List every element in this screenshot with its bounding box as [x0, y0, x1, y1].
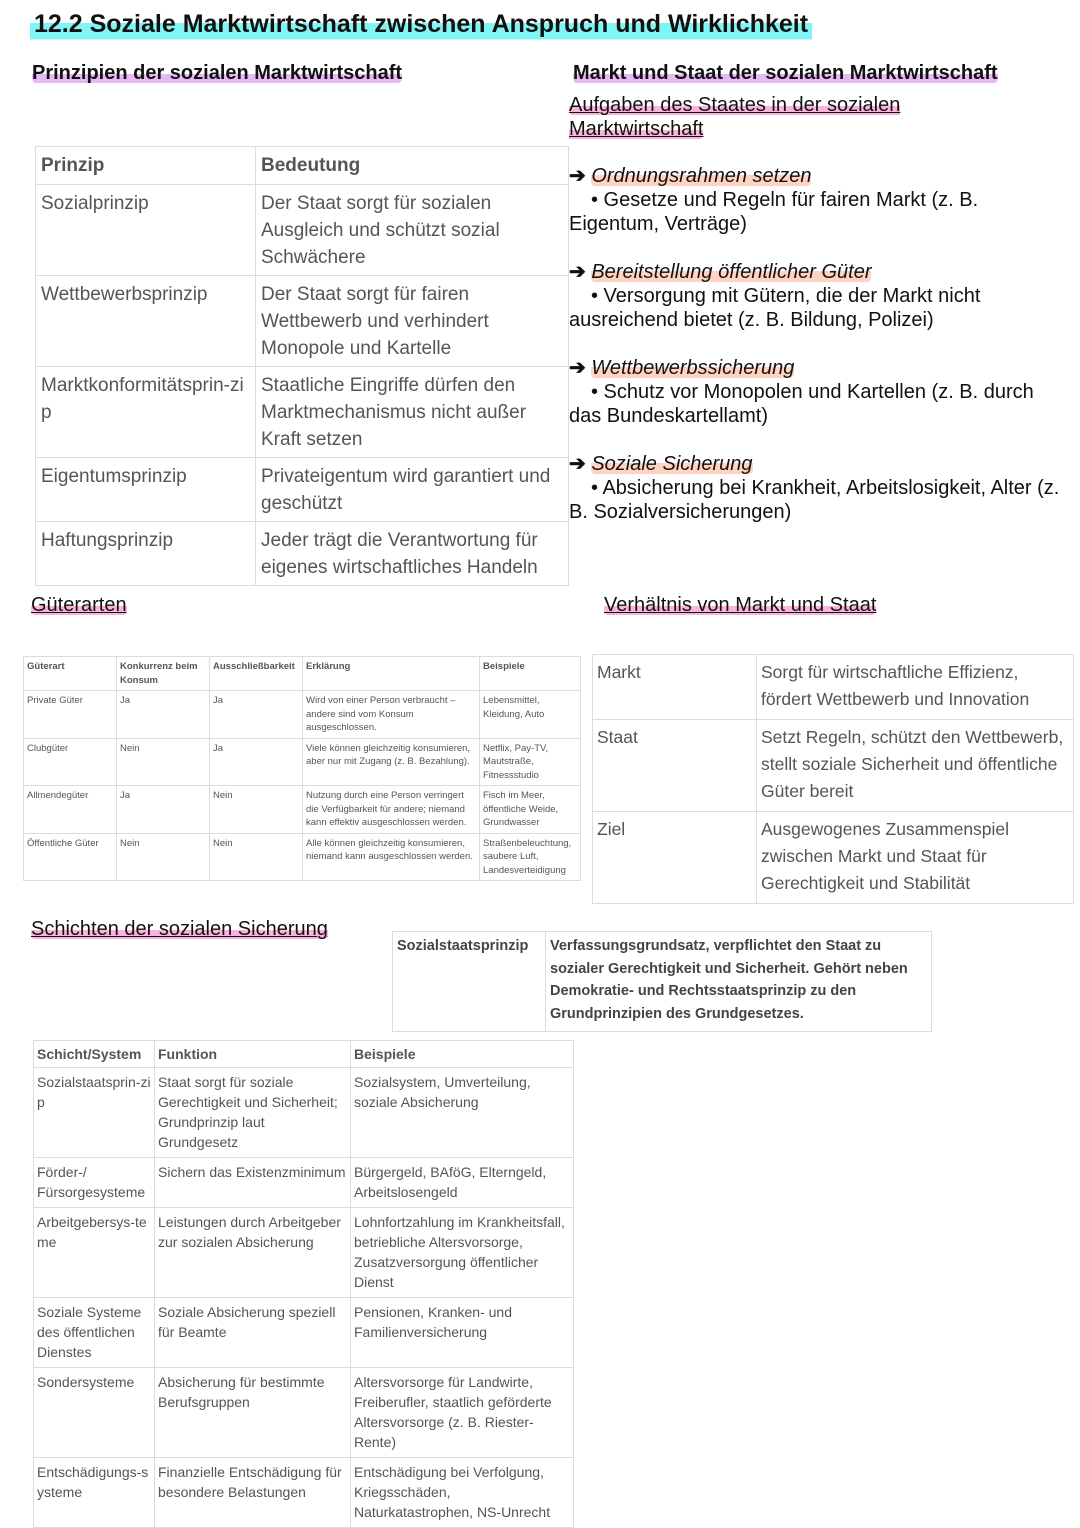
relation-table	[592, 654, 1074, 904]
goods-excludability: Nein	[210, 833, 303, 881]
state-tasks-list	[569, 164, 1069, 548]
table-row	[36, 458, 569, 522]
goods-type: Öffentliche Güter	[24, 833, 117, 881]
layer-name: Sondersysteme	[34, 1368, 155, 1458]
layer-examples: Lohnfortzahlung im Krankheitsfall, betriebliche Altersvorsorge, Zusatzversorgung öffentlicher Dienst	[351, 1208, 574, 1298]
column-header: Ausschließbarkeit	[210, 657, 303, 691]
state-tasks-subheading-text: Aufgaben des Staates in der sozialen Marktwirtschaft	[569, 94, 901, 140]
arrow-icon: ➔	[569, 453, 586, 475]
principle-name: Marktkonformitätsprin-zip	[36, 367, 256, 458]
table-row	[24, 786, 581, 834]
task-title-text: Wettbewerbssicherung	[591, 357, 795, 379]
security-heading	[31, 918, 328, 941]
task-title	[569, 452, 1069, 476]
state-tasks-subheading	[569, 93, 949, 141]
goods-explanation: Nutzung durch eine Person verringert die Verfügbarkeit für andere; niemand kann effektiv ausgeschlossen werden.	[303, 786, 480, 834]
principles-heading	[28, 62, 406, 85]
column-header: Beispiele	[480, 657, 581, 691]
table-row	[34, 1068, 574, 1158]
layer-name: Arbeitgebersys-teme	[34, 1208, 155, 1298]
table-row	[34, 1158, 574, 1208]
column-header: Güterart	[24, 657, 117, 691]
principle-name: Haftungsprinzip	[36, 522, 256, 586]
column-header: Bedeutung	[256, 147, 569, 185]
goods-examples: Straßenbeleuchtung, saubere Luft, Landesverteidigung	[480, 833, 581, 881]
goods-table	[23, 656, 581, 881]
table-header-row	[34, 1041, 574, 1068]
goods-examples: Netflix, Pay-TV, Mautstraße, Fitnessstudio	[480, 738, 581, 786]
task-title-text: Ordnungsrahmen setzen	[591, 165, 812, 187]
layer-function: Absicherung für bestimmte Berufsgruppen	[155, 1368, 351, 1458]
layer-examples: Sozialsystem, Umverteilung, soziale Absicherung	[351, 1068, 574, 1158]
security-layers-table	[33, 1040, 574, 1528]
table-row	[34, 1368, 574, 1458]
list-item	[569, 452, 1069, 524]
layer-examples: Entschädigung bei Verfolgung, Kriegsschäden, Naturkatastrophen, NS-Unrecht	[351, 1458, 574, 1528]
table-row	[24, 833, 581, 881]
arrow-icon: ➔	[569, 165, 586, 187]
principles-table	[35, 146, 569, 586]
column-header: Beispiele	[351, 1041, 574, 1068]
goods-explanation: Wird von einer Person verbraucht – andere sind vom Konsum ausgeschlossen.	[303, 691, 480, 739]
market-state-heading-text: Markt und Staat der sozialen Marktwirtschaft	[573, 62, 998, 84]
principles-heading-text: Prinzipien der sozialen Marktwirtschaft	[32, 62, 403, 84]
layer-function: Soziale Absicherung speziell für Beamte	[155, 1298, 351, 1368]
relation-heading-text: Verhältnis von Markt und Staat	[604, 594, 877, 616]
layer-function: Finanzielle Entschädigung für besondere Belastungen	[155, 1458, 351, 1528]
table-header-row	[36, 147, 569, 185]
goods-type: Allmendegüter	[24, 786, 117, 834]
table-row	[36, 276, 569, 367]
goods-explanation: Viele können gleichzeitig konsumieren, aber nur mit Zugang (z. B. Bezahlung).	[303, 738, 480, 786]
principle-meaning: Privateigentum wird garantiert und geschützt	[256, 458, 569, 522]
table-row	[593, 812, 1074, 904]
task-body: • Versorgung mit Gütern, die der Markt nicht ausreichend bietet (z. B. Bildung, Polizei)	[569, 285, 981, 331]
goods-heading	[31, 594, 127, 617]
table-row	[593, 655, 1074, 720]
layer-name: Soziale Systeme des öffentlichen Dienstes	[34, 1298, 155, 1368]
table-row	[393, 932, 932, 1032]
layer-examples: Altersvorsorge für Landwirte, Freiberufler, staatlich geförderte Altersvorsorge (z. B. Riester-Rente)	[351, 1368, 574, 1458]
arrow-icon: ➔	[569, 261, 586, 283]
table-header-row	[24, 657, 581, 691]
sozialstaat-value: Verfassungsgrundsatz, verpflichtet den Staat zu sozialer Gerechtigkeit und Sicherheit. Gehört neben Demokratie- und Rechtsstaatsprinzip zu den Grundprinzipien des Grundgesetzes.	[546, 932, 932, 1032]
goods-type: Private Güter	[24, 691, 117, 739]
goods-heading-text: Güterarten	[31, 594, 127, 616]
principle-meaning: Der Staat sorgt für fairen Wettbewerb und verhindert Monopole und Kartelle	[256, 276, 569, 367]
relation-value: Ausgewogenes Zusammenspiel zwischen Markt und Staat für Gerechtigkeit und Stabilität	[757, 812, 1074, 904]
goods-rivalry: Nein	[117, 738, 210, 786]
layer-function: Leistungen durch Arbeitgeber zur sozialen Absicherung	[155, 1208, 351, 1298]
layer-function: Staat sorgt für soziale Gerechtigkeit und Sicherheit; Grundprinzip laut Grundgesetz	[155, 1068, 351, 1158]
relation-value: Sorgt für wirtschaftliche Effizienz, fördert Wettbewerb und Innovation	[757, 655, 1074, 720]
goods-rivalry: Ja	[117, 786, 210, 834]
sozialstaat-key: Sozialstaatsprinzip	[393, 932, 546, 1032]
sozialstaat-table	[392, 931, 932, 1032]
column-header: Erklärung	[303, 657, 480, 691]
column-header: Prinzip	[36, 147, 256, 185]
relation-heading	[604, 594, 876, 617]
table-row	[36, 367, 569, 458]
layer-examples: Pensionen, Kranken- und Familienversicherung	[351, 1298, 574, 1368]
goods-excludability: Nein	[210, 786, 303, 834]
list-item	[569, 260, 1069, 332]
task-body: • Schutz vor Monopolen und Kartellen (z. B. durch das Bundeskartellamt)	[569, 381, 1034, 427]
table-row	[34, 1208, 574, 1298]
goods-type: Clubgüter	[24, 738, 117, 786]
list-item	[569, 164, 1069, 236]
goods-examples: Lebensmittel, Kleidung, Auto	[480, 691, 581, 739]
principle-meaning: Der Staat sorgt für sozialen Ausgleich und schützt sozial Schwächere	[256, 185, 569, 276]
principle-name: Sozialprinzip	[36, 185, 256, 276]
table-row	[36, 522, 569, 586]
table-row	[593, 720, 1074, 812]
table-row	[34, 1298, 574, 1368]
layer-name: Entschädigungs-systeme	[34, 1458, 155, 1528]
layer-name: Sozialstaatsprin-zip	[34, 1068, 155, 1158]
security-heading-text: Schichten der sozialen Sicherung	[31, 918, 328, 940]
table-row	[36, 185, 569, 276]
table-row	[24, 691, 581, 739]
task-title	[569, 164, 1069, 188]
relation-value: Setzt Regeln, schützt den Wettbewerb, stellt soziale Sicherheit und öffentliche Güter bereit	[757, 720, 1074, 812]
arrow-icon: ➔	[569, 357, 586, 379]
layer-examples: Bürgergeld, BAföG, Elterngeld, Arbeitslosengeld	[351, 1158, 574, 1208]
column-header: Konkurrenz beim Konsum	[117, 657, 210, 691]
relation-key: Ziel	[593, 812, 757, 904]
column-header: Funktion	[155, 1041, 351, 1068]
principle-name: Eigentumsprinzip	[36, 458, 256, 522]
task-body: • Gesetze und Regeln für fairen Markt (z. B. Eigentum, Verträge)	[569, 189, 979, 235]
goods-rivalry: Ja	[117, 691, 210, 739]
task-title	[569, 260, 1069, 284]
task-title-text: Bereitstellung öffentlicher Güter	[591, 261, 872, 283]
goods-examples: Fisch im Meer, öffentliche Weide, Grundwasser	[480, 786, 581, 834]
goods-excludability: Ja	[210, 691, 303, 739]
column-header: Schicht/System	[34, 1041, 155, 1068]
task-body: • Absicherung bei Krankheit, Arbeitslosigkeit, Alter (z. B. Sozialversicherungen)	[569, 477, 1060, 523]
market-state-heading	[569, 62, 1002, 85]
table-row	[24, 738, 581, 786]
list-item	[569, 356, 1069, 428]
table-row	[34, 1458, 574, 1528]
goods-explanation: Alle können gleichzeitig konsumieren, niemand kann ausgeschlossen werden.	[303, 833, 480, 881]
goods-excludability: Ja	[210, 738, 303, 786]
layer-function: Sichern das Existenzminimum	[155, 1158, 351, 1208]
relation-key: Markt	[593, 655, 757, 720]
goods-rivalry: Nein	[117, 833, 210, 881]
principle-meaning: Jeder trägt die Verantwortung für eigenes wirtschaftliches Handeln	[256, 522, 569, 586]
task-title-text: Soziale Sicherung	[591, 453, 753, 475]
principle-meaning: Staatliche Eingriffe dürfen den Marktmechanismus nicht außer Kraft setzen	[256, 367, 569, 458]
layer-name: Förder-/ Fürsorgesysteme	[34, 1158, 155, 1208]
principle-name: Wettbewerbsprinzip	[36, 276, 256, 367]
page-title: 12.2 Soziale Marktwirtschaft zwischen Anspruch und Wirklichkeit	[30, 8, 812, 41]
relation-key: Staat	[593, 720, 757, 812]
task-title	[569, 356, 1069, 380]
